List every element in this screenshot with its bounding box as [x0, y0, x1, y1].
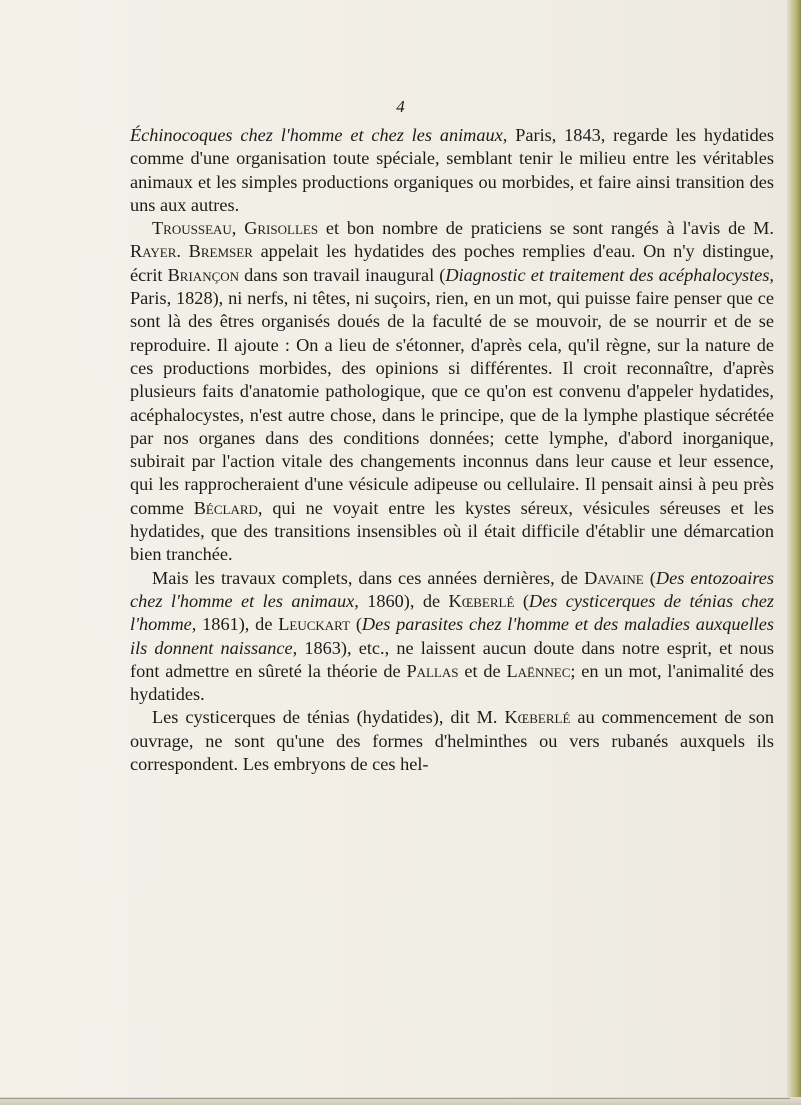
bottom-rule: [0, 1098, 790, 1099]
text-run: et de: [458, 660, 507, 681]
text-run: 1861), de: [196, 614, 279, 635]
page-number: 4: [396, 97, 405, 116]
author-name: Grisolles: [244, 218, 319, 239]
text-run: ,: [231, 218, 245, 239]
text-run: appelait les hydatides des poches remplies d'eau. On n'y distingue, écrit: [130, 241, 774, 285]
author-name: Trousseau: [152, 218, 232, 239]
text-run: , qui ne voyait entre les kystes séreux, vésicules séreuses et les hydatides, que des transitions insensibles où il était difficile d'établir une démarcation bien tranchée.: [130, 497, 774, 565]
text-run: ; en un mot, l'animalité des hydatides.: [130, 660, 774, 705]
text-run: dans son travail inaugural (: [239, 264, 446, 285]
book-title: Diagnostic et traitement des acéphalocystes,: [445, 264, 775, 285]
author-name: Béclard: [193, 497, 258, 518]
book-title: Des cysticerques de ténias chez l'homme,: [130, 590, 774, 635]
body-text: [130, 124, 774, 776]
author-name: Laënnec: [506, 660, 571, 681]
text-run: Les cysticerques de ténias (hydatides), dit M.: [152, 707, 505, 728]
book-title: Des entozoaires chez l'homme et les animaux,: [130, 567, 774, 611]
author-name: Briançon: [167, 264, 240, 285]
author-name: Leuckart: [278, 614, 351, 635]
text-run: (: [643, 567, 656, 588]
text-run: et bon nombre de praticiens se sont rangés à l'avis de M.: [318, 218, 774, 239]
text-run: .: [176, 241, 189, 262]
text-run: (: [350, 614, 362, 635]
page-edge-shadow: [787, 0, 801, 1105]
paragraph: [130, 706, 774, 776]
book-title: Des parasites chez l'homme et des maladies auxquelles ils donnent naissance,: [130, 614, 774, 658]
text-run: Paris, 1828), ni nerfs, ni têtes, ni suçoirs, rien, en un mot, qui puisse faire penser que ce sont là des êtres organisés doués de la faculté de se mouvoir, de se nourrir et de se reproduire. Il ajoute : On a lieu de s'étonner, d'après cela, qu'il règne, sur la nature de ces productions morbides, des opinions si différentes. Il croit reconnaître, d'après plusieurs faits d'anatomie pathologique, que ce qu'on est convenu d'appeler hydatides, acéphalocystes, n'est autre chose, dans le principe, que de la lymphe plastique sécrétée par nos organes dans des conditions données; cette lymphe, d'abord inorganique, subirait par l'action vitale des changements inconnus dans leur cause et leur essence, qui les rapprocheraient d'une vésicule adipeuse ou cellulaire. Il pensait ainsi à peu près comme: [130, 288, 774, 518]
text-run: Paris, 1843, regarde les hydatides comme d'une organisation toute spéciale, semblant tenir le milieu entre les véritables animaux et les simples productions organiques ou morbides, et faire ainsi transition des uns aux autres.: [130, 125, 774, 215]
text-run: 1863), etc., ne laissent aucun doute dans notre esprit, et nous font admettre en sûreté la théorie de: [130, 637, 774, 681]
paragraph: [130, 217, 774, 566]
paragraph: [130, 124, 774, 217]
text-run: 1860), de: [358, 590, 449, 611]
author-name: Davaine: [584, 567, 644, 588]
author-name: Kœberlé: [448, 590, 515, 611]
text-run: au commencement de son ouvrage, ne sont qu'une des formes d'helminthes ou vers rubanés auxquels ils correspondent. Les embryons de ces hel-: [130, 707, 774, 775]
author-name: Kœberlé: [504, 707, 571, 728]
paragraph: [130, 567, 774, 707]
book-title: Échinocoques chez l'homme et chez les animaux,: [130, 125, 508, 145]
text-run: (: [514, 590, 529, 611]
author-name: Pallas: [406, 660, 459, 681]
author-name: Rayer: [130, 241, 177, 262]
author-name: Bremser: [188, 241, 253, 262]
text-run: Mais les travaux complets, dans ces années dernières, de: [152, 567, 585, 588]
